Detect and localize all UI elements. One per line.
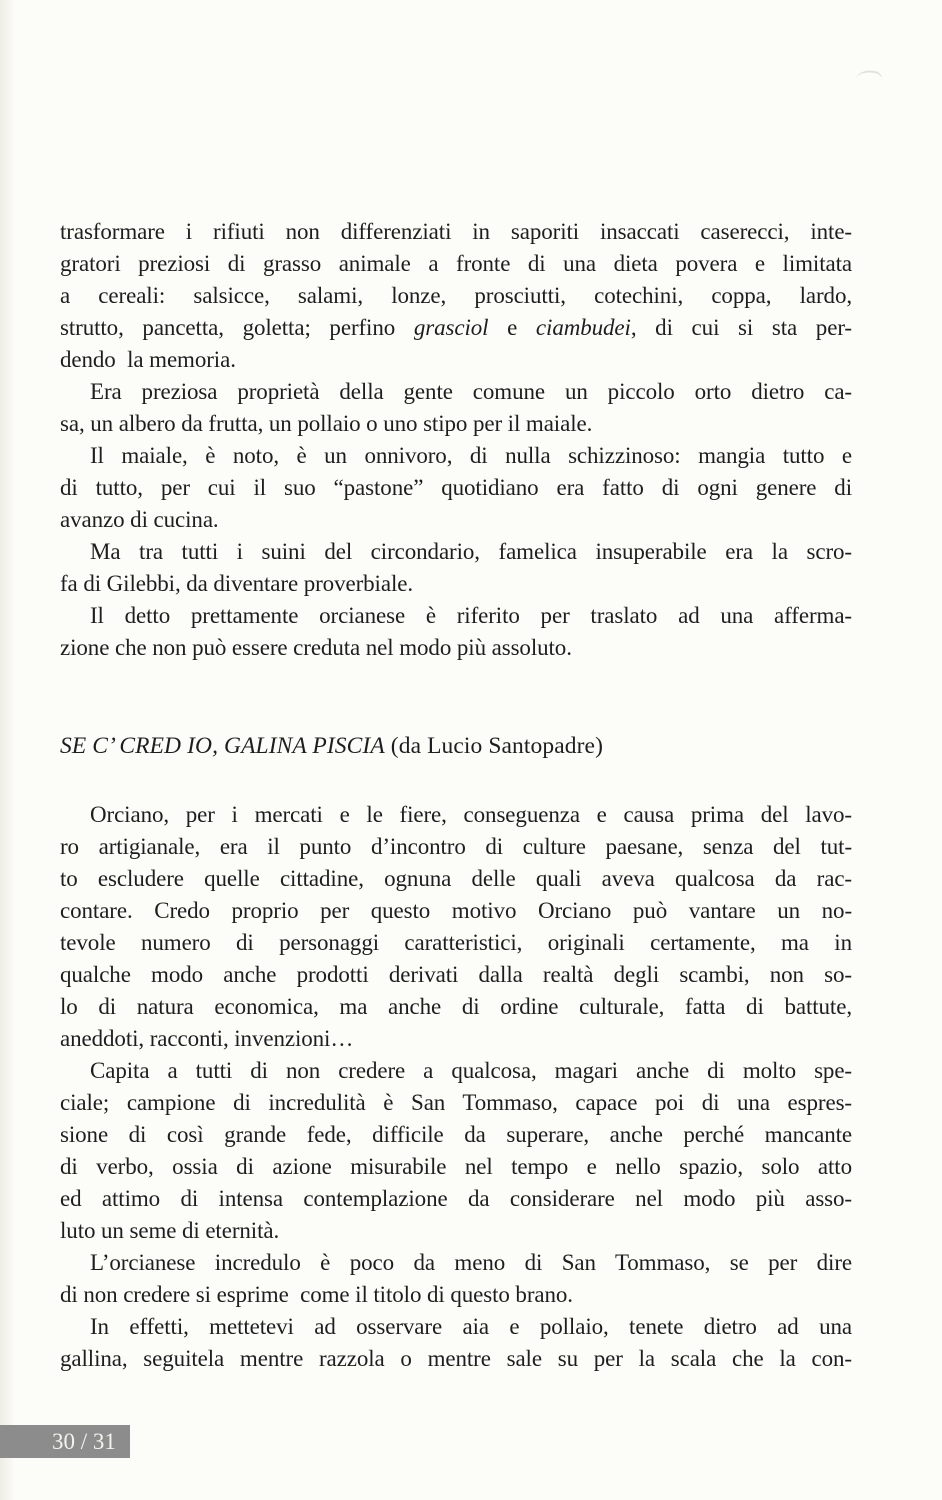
text-run: In effetti, mettetevi ad osservare aia e pollaio, tenete dietro ad una [90,1314,852,1339]
text-run: qualche modo anche prodotti derivati dalla realtà degli scambi, non so- [60,962,852,987]
paragraph [60,1311,852,1375]
text-line [60,280,852,312]
text-line [60,248,852,280]
text-line [60,408,852,440]
text-line [60,632,852,664]
text-line [60,1151,852,1183]
text-line [60,472,852,504]
text-run: contare. Credo proprio per questo motivo Orciano può vantare un no- [60,898,852,923]
text-run: , di cui si sta per- [630,315,852,340]
text-run: Ma tra tutti i suini del circondario, famelica insuperabile era la scro- [90,539,852,564]
text-line [60,1055,852,1087]
paragraph [60,536,852,600]
section-heading [60,730,852,762]
text-line [60,376,852,408]
text-run: luto un seme di eternità. [60,1218,280,1243]
text-run: di non credere si esprime come il titolo di questo brano. [60,1282,573,1307]
text-line [60,440,852,472]
text-line [60,831,852,863]
text-run: ed attimo di intensa contemplazione da considerare nel modo più asso- [60,1186,852,1211]
text-run: (da Lucio Santopadre) [384,733,603,759]
text-run: tevole numero di personaggi caratteristici, originali certamente, ma in [60,930,852,955]
text-run: ro artigianale, era il punto d’incontro di culture paesane, senza del tut- [60,834,852,859]
text-run: avanzo di cucina. [60,507,219,532]
text-run: sa, un albero da frutta, un pollaio o uno stipo per il maiale. [60,411,593,436]
text-run: gratori preziosi di grasso animale a fronte di una dieta povera e limitata [60,251,852,276]
text-run: sione di così grande fede, difficile da superare, anche perché mancante [60,1122,852,1147]
page-number: 30 / 31 [52,1429,116,1454]
text-line [60,568,852,600]
text-run: Il maiale, è noto, è un onnivoro, di nulla schizzinoso: mangia tutto e [90,443,852,468]
paragraph [60,799,852,1055]
text-line [60,799,852,831]
text-line [60,600,852,632]
text-run: dendo la memoria. [60,347,236,372]
text-run: to escludere quelle cittadine, ognuna delle quali aveva qualcosa da rac- [60,866,852,891]
text-run: fa di Gilebbi, da diventare proverbiale. [60,571,413,596]
text-run: aneddoti, racconti, invenzioni… [60,1026,354,1051]
text-run: Era preziosa proprietà della gente comune un piccolo orto dietro ca- [90,379,852,404]
paragraph [60,440,852,536]
italic-text-run: grasciol [413,315,489,340]
page-text-column [60,216,852,1375]
text-line [60,1087,852,1119]
text-line [60,991,852,1023]
scan-smudge-artifact [855,68,883,84]
text-line [60,1311,852,1343]
text-run: L’orcianese incredulo è poco da meno di San Tommaso, se per dire [90,1250,852,1275]
italic-text-run: ciambudei [535,315,631,340]
text-line [60,927,852,959]
paragraph [60,1055,852,1247]
text-line [60,1119,852,1151]
text-run: Il detto prettamente orcianese è riferito per traslato ad una afferma- [90,603,852,628]
paragraph [60,600,852,664]
italic-text-run: SE C’ CRED IO, GALINA PISCIA [60,733,385,759]
text-line [60,1023,852,1055]
scan-edge-artifact [0,0,18,1500]
text-run: lo di natura economica, ma anche di ordine culturale, fatta di battute, [60,994,852,1019]
text-run: strutto, pancetta, goletta; perfino [60,315,414,340]
text-line [60,863,852,895]
text-line [60,895,852,927]
text-line [60,1343,852,1375]
text-run: Capita a tutti di non credere a qualcosa, magari anche di molto spe- [90,1058,852,1083]
text-line [60,1279,852,1311]
text-line [60,312,852,344]
text-run: gallina, seguitela mentre razzola o mentre sale su per la scala che la con- [60,1346,852,1371]
text-line [60,344,852,376]
text-run: di verbo, ossia di azione misurabile nel tempo e nello spazio, solo atto [60,1154,852,1179]
text-line [60,730,852,762]
text-line [60,959,852,991]
text-run: a cereali: salsicce, salami, lonze, prosciutti, cotechini, coppa, lardo, [60,283,852,308]
text-line [60,216,852,248]
text-run: e [488,315,536,340]
page-number-badge [0,1425,130,1458]
text-line [60,504,852,536]
text-run: di tutto, per cui il suo “pastone” quotidiano era fatto di ogni genere di [60,475,852,500]
paragraph [60,216,852,376]
text-line [60,1183,852,1215]
paragraph [60,1247,852,1311]
text-run: trasformare i rifiuti non differenziati in saporiti insaccati caserecci, inte- [60,219,852,244]
paragraph [60,376,852,440]
text-run: ciale; campione di incredulità è San Tommaso, capace poi di una espres- [60,1090,852,1115]
text-line [60,536,852,568]
text-line [60,1215,852,1247]
text-run: zione che non può essere creduta nel modo più assoluto. [60,635,572,660]
text-line [60,1247,852,1279]
text-run: Orciano, per i mercati e le fiere, conseguenza e causa prima del lavo- [90,802,852,827]
